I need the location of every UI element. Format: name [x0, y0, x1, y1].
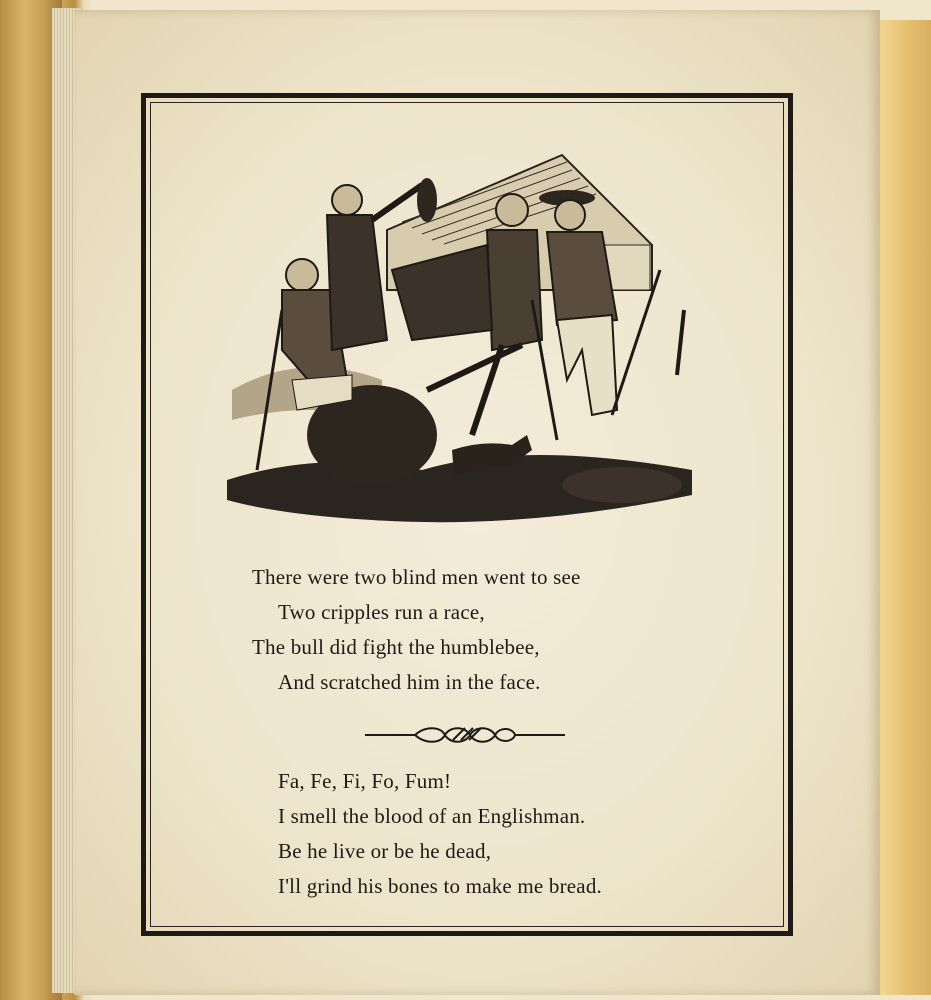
scroll-ornament-icon — [365, 722, 565, 748]
woodcut-illustration-icon — [222, 150, 707, 530]
verse-2-line-4: I'll grind his bones to make me bread. — [278, 874, 602, 898]
verse-1-line-2: Two cripples run a race, — [278, 600, 485, 624]
verse-2 — [252, 764, 602, 904]
verse-1 — [252, 560, 581, 700]
verse-1-line-1: There were two blind men went to see — [252, 565, 581, 589]
verse-2-line-2: I smell the blood of an Englishman. — [278, 804, 586, 828]
verse-2-line-3: Be he live or be he dead, — [278, 839, 492, 863]
verse-1-line-4: And scratched him in the face. — [278, 670, 541, 694]
verse-2-line-1: Fa, Fe, Fi, Fo, Fum! — [278, 769, 452, 793]
verse-1-line-3: The bull did fight the humblebee, — [252, 635, 540, 659]
